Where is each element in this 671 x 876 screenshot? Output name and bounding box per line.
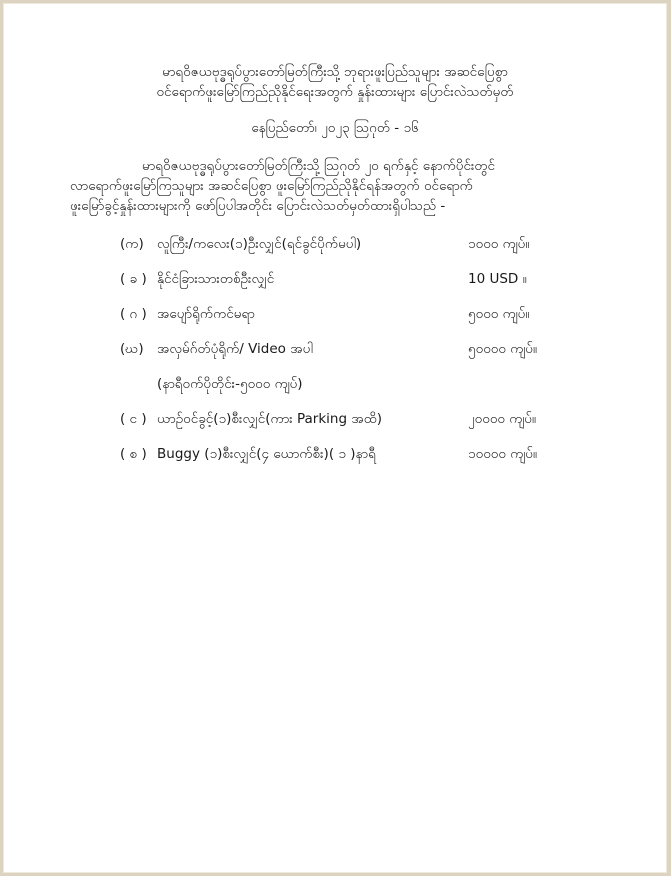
fee-amount: ၁၀၀၀၀ ကျပ်။	[468, 446, 537, 462]
dateline: နေပြည်တော်၊ ၂၀၂၃ ဩဂုတ် - ၁၆	[251, 120, 419, 136]
fee-amount: ၁၀၀၀ ကျပ်။	[468, 236, 530, 252]
notice-document	[70, 62, 600, 479]
fee-description: လူကြီး/ကလေး(၁)ဦးလျှင်(ရင်ခွင်ပိုက်မပါ)	[157, 236, 362, 252]
fee-item-gha	[70, 339, 600, 374]
fee-marker: (ဃ)	[120, 341, 144, 357]
fee-description: အလှမ်ဂ်တ်ပုံရိုက်/ Video အပါ	[157, 341, 313, 357]
intro-line-3: ဖူးမြော်ခွင့်နှုန်းထားများကို ဖော်ပြပါအတိုင်း ပြောင်းလဲသတ်မှတ်ထားရှိပါသည် -	[70, 198, 446, 214]
fee-amount: ၅၀၀၀၀ ကျပ်။	[468, 341, 537, 357]
fee-marker: ( ဂ )	[120, 306, 147, 322]
fee-note-text: (နာရီဝက်ပိုတိုင်း-၅၀၀၀ ကျပ်)	[157, 376, 303, 392]
fee-marker: ( င )	[120, 411, 147, 427]
intro-paragraph	[70, 156, 600, 216]
fee-item-kha	[70, 269, 600, 304]
notice-title	[70, 62, 600, 102]
fee-description: နိုင်ငံခြားသားတစ်ဦးလျှင်	[157, 271, 275, 287]
intro-line-1: မာရဝိဇယဗုဒ္ဓရုပ်ပွားတော်မြတ်ကြီးသို့ ဩဂုတ် ၂၀ ရက်နှင့် နောက်ပိုင်းတွင်	[142, 158, 496, 174]
fee-description: အပျော်ရိုက်ကင်မရာ	[157, 306, 255, 322]
fee-marker: ( ခ )	[120, 271, 147, 287]
fee-list	[70, 234, 600, 479]
fee-description: Buggy (၁)စီးလျှင်(၄ ယောက်စီး)( ၁ )နာရီ	[157, 446, 376, 462]
intro-line-2: လာရောက်ဖူးမြော်ကြသူများ အဆင်ပြေစွာ ဖူးမြော်ကြည်ညိုနိုင်ရန်အတွက် ဝင်ရောက်	[70, 178, 473, 194]
fee-item-sa	[70, 444, 600, 479]
title-line-1: မာရဝိဇယဗုဒ္ဓရုပ်ပွားတော်မြတ်ကြီးသို့ ဘုရားဖူးပြည်သူများ အဆင်ပြေစွာ	[162, 64, 508, 80]
fee-amount: 10 USD ။	[468, 271, 527, 287]
fee-amount: ၅၀၀၀ ကျပ်။	[468, 306, 530, 322]
fee-item-ga	[70, 304, 600, 339]
fee-item-nga	[70, 409, 600, 444]
fee-note	[70, 374, 600, 409]
fee-amount: ၂၀၀၀၀ ကျပ်။	[468, 411, 537, 427]
fee-marker: ( စ )	[120, 446, 147, 462]
fee-item-ka	[70, 234, 600, 269]
fee-description: ယာဉ်ဝင်ခွင့်(၁)စီးလျှင်(ကား Parking အထိ)	[157, 411, 383, 427]
fee-marker: (က)	[120, 236, 144, 252]
title-line-2: ဝင်ရောက်ဖူးမြော်ကြည်ညိုနိုင်ရေးအတွက် နှုန်းထားများ ပြောင်းလဲသတ်မှတ်	[156, 84, 514, 100]
